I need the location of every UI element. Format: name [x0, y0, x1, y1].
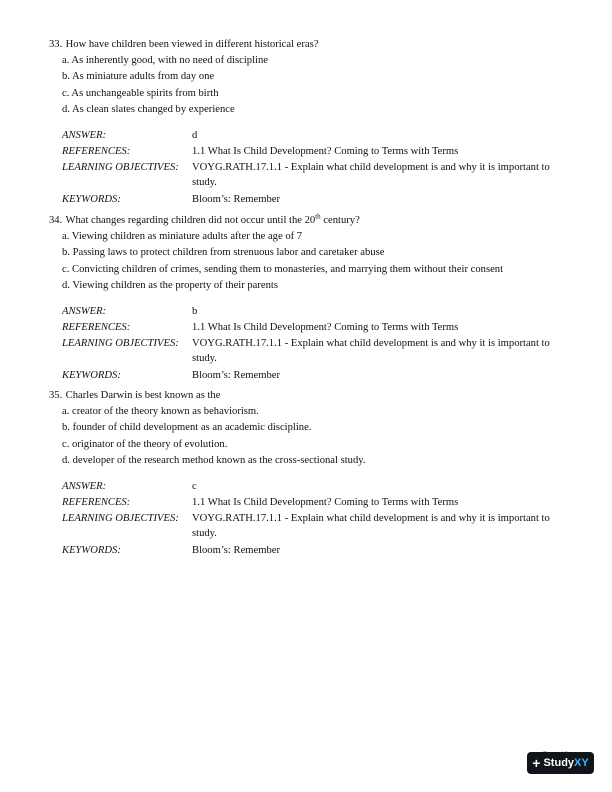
- question-meta: [62, 479, 569, 558]
- option-d: d. As clean slates changed by experience: [62, 104, 235, 116]
- question-number: 33.: [49, 39, 63, 50]
- question-meta: [62, 304, 569, 383]
- objectives-value: VOYG.RATH.17.1.1 - Explain what child development is and why it is important to study.: [192, 338, 550, 365]
- question-text-post: century?: [320, 215, 360, 226]
- option-c: c. As unchangeable spirits from birth: [62, 87, 219, 99]
- objectives-row: [62, 511, 569, 541]
- question-text: [65, 212, 360, 226]
- answer-label: ANSWER:: [62, 480, 107, 492]
- references-value: 1.1 What Is Child Development? Coming to Terms with Terms: [192, 496, 459, 508]
- references-row: [62, 495, 569, 510]
- question-meta: [62, 128, 569, 207]
- option-d: d. developer of the research method known as the cross-sectional study.: [62, 455, 366, 467]
- references-row: [62, 144, 569, 159]
- brand-name: [543, 752, 588, 774]
- option-d: d. Viewing children as the property of their parents: [62, 280, 278, 292]
- references-label: REFERENCES:: [62, 145, 131, 157]
- objectives-value: VOYG.RATH.17.1.1 - Explain what child development is and why it is important to study.: [192, 162, 550, 189]
- answer-value: c: [192, 480, 197, 492]
- option-c: c. Convicting children of crimes, sending them to monasteries, and marrying them without their consent: [62, 263, 504, 275]
- question-stem: [49, 37, 569, 53]
- answer-label: ANSWER:: [62, 305, 107, 317]
- question-34: [49, 213, 569, 384]
- references-value: 1.1 What Is Child Development? Coming to Terms with Terms: [192, 321, 459, 333]
- answer-label: ANSWER:: [62, 129, 107, 141]
- keywords-row: [62, 192, 569, 207]
- brand-suffix: XY: [574, 757, 589, 769]
- answer-row: [62, 128, 569, 143]
- answer-value: d: [192, 129, 198, 141]
- answer-row: [62, 479, 569, 494]
- keywords-label: KEYWORDS:: [62, 544, 121, 556]
- option-a: a. As inherently good, with no need of discipline: [62, 55, 268, 66]
- question-35: [49, 388, 569, 559]
- keywords-value: Bloom’s: Remember: [192, 193, 280, 205]
- answer-row: [62, 304, 569, 319]
- objectives-value: VOYG.RATH.17.1.1 - Explain what child development is and why it is important to study.: [192, 513, 550, 540]
- answer-options: [62, 229, 569, 295]
- references-value: 1.1 What Is Child Development? Coming to Terms with Terms: [192, 145, 459, 157]
- keywords-value: Bloom’s: Remember: [192, 544, 280, 556]
- keywords-label: KEYWORDS:: [62, 369, 121, 381]
- keywords-label: KEYWORDS:: [62, 193, 121, 205]
- keywords-value: Bloom’s: Remember: [192, 369, 280, 381]
- question-text: How have children been viewed in different historical eras?: [65, 39, 319, 50]
- option-b: b. As miniature adults from day one: [62, 71, 215, 83]
- option-a: a. creator of the theory known as behaviorism.: [62, 406, 259, 417]
- answer-options: [62, 404, 569, 470]
- option-b: b. Passing laws to protect children from strenuous labor and caretaker abuse: [62, 247, 385, 259]
- objectives-label: LEARNING OBJECTIVES:: [62, 338, 179, 350]
- keywords-row: [62, 543, 569, 558]
- answer-value: b: [192, 305, 198, 317]
- question-number: 35.: [49, 390, 63, 401]
- question-33: [49, 37, 569, 208]
- objectives-label: LEARNING OBJECTIVES:: [62, 513, 179, 525]
- question-stem: [49, 388, 569, 404]
- references-label: REFERENCES:: [62, 321, 131, 333]
- references-label: REFERENCES:: [62, 496, 131, 508]
- question-text-pre: What changes regarding children did not occur until the 20: [65, 215, 316, 226]
- option-c: c. originator of the theory of evolution.: [62, 438, 228, 450]
- objectives-row: [62, 336, 569, 366]
- objectives-row: [62, 160, 569, 190]
- option-b: b. founder of child development as an academic discipline.: [62, 422, 312, 434]
- objectives-label: LEARNING OBJECTIVES:: [62, 162, 179, 174]
- question-number: 34.: [49, 215, 63, 226]
- superscript-th: th: [315, 212, 321, 221]
- studyxy-badge[interactable]: [527, 752, 594, 774]
- question-text: Charles Darwin is best known as the: [65, 390, 221, 401]
- question-stem: [49, 213, 569, 229]
- option-a: a. Viewing children as miniature adults after the age of 7: [62, 231, 303, 242]
- references-row: [62, 320, 569, 335]
- brand-prefix: Study: [543, 757, 575, 769]
- plus-icon: +: [532, 755, 541, 771]
- keywords-row: [62, 368, 569, 383]
- answer-options: [62, 53, 569, 119]
